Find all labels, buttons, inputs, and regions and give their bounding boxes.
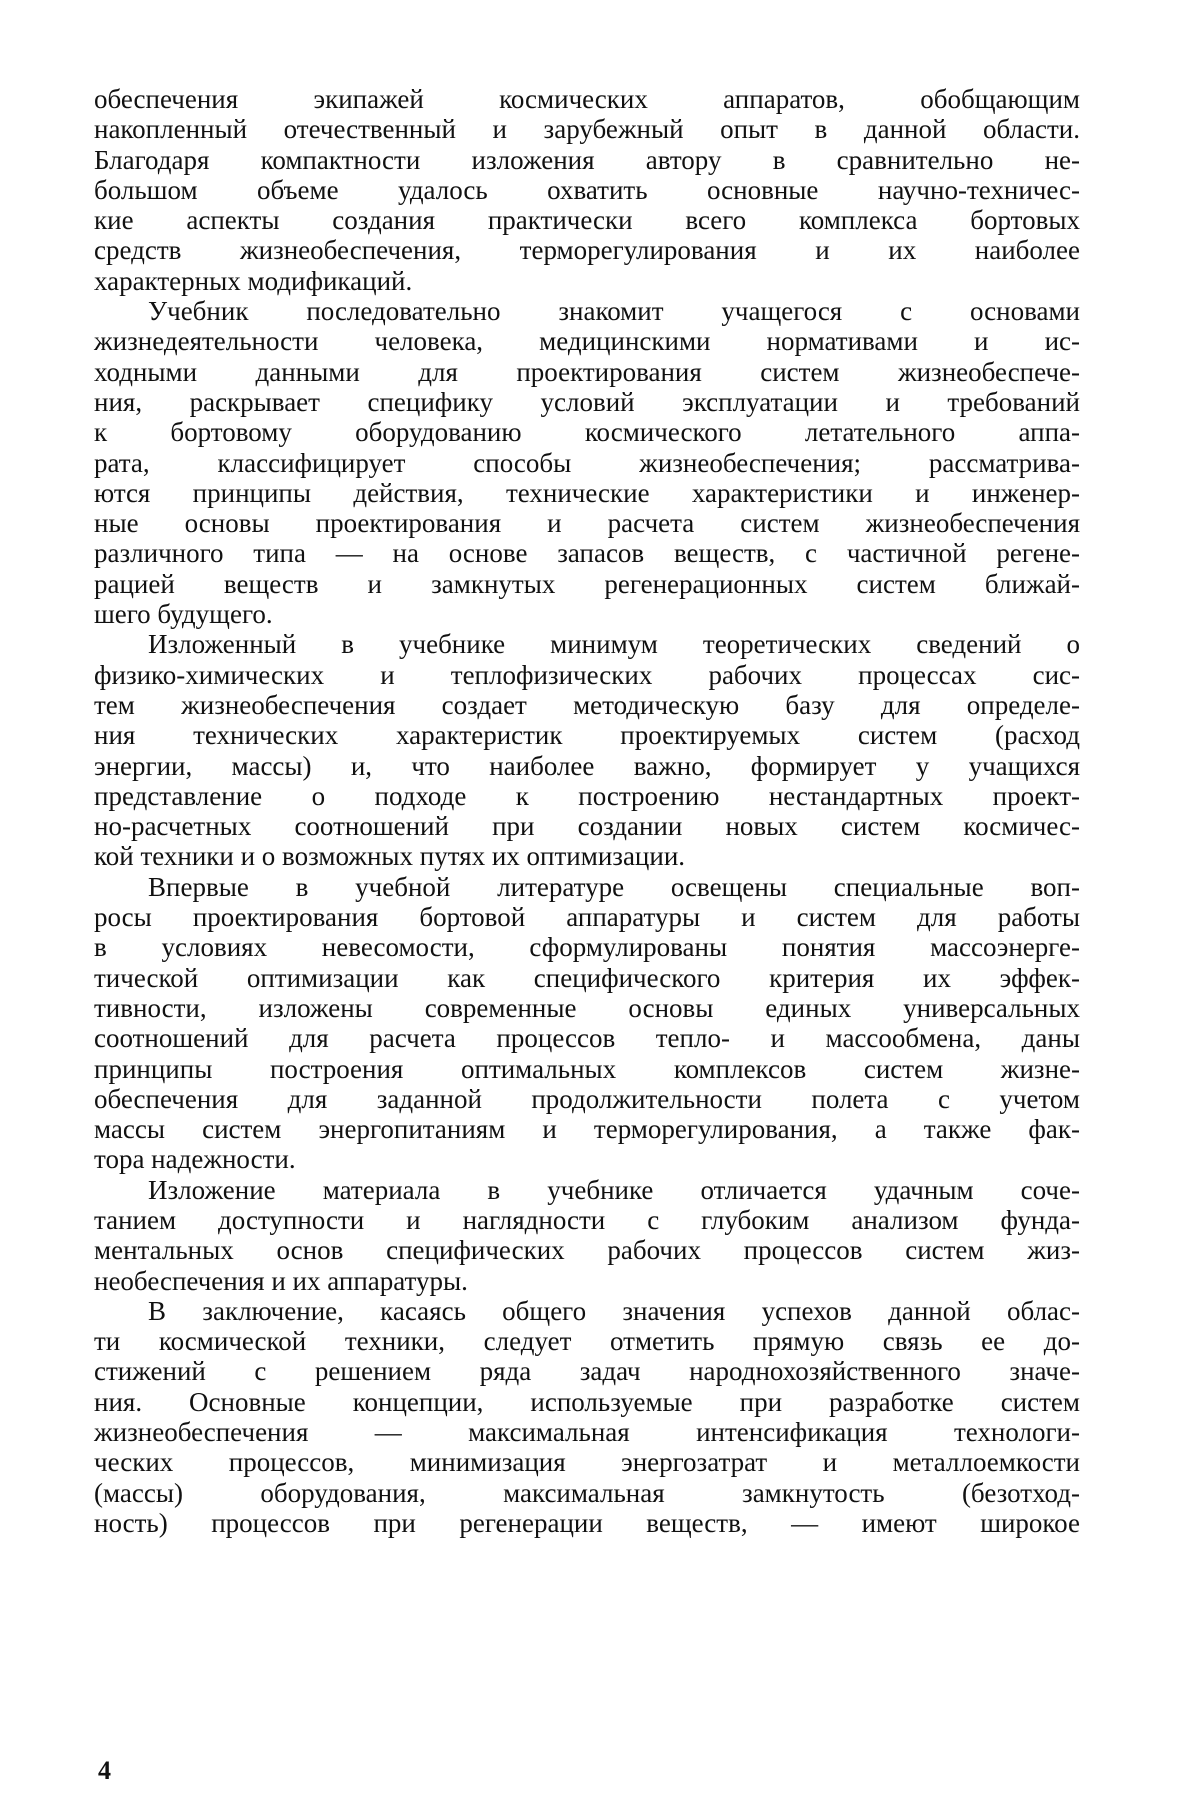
text-line: росы проектирования бортовой аппаратуры и систем для работы: [94, 902, 1080, 933]
text-line: ти космической техники, следует отметить прямую связь ее до-: [94, 1326, 1080, 1357]
text-line: Впервые в учебной литературе освещены специальные воп-: [148, 871, 1080, 902]
text-line: ные основы проектирования и расчета систем жизнеобеспечения: [94, 508, 1080, 539]
text-line: ния. Основные концепции, используемые при разработке систем: [94, 1386, 1080, 1417]
text-line: но-расчетных соотношений при создании новых систем космичес-: [94, 811, 1080, 842]
text-line: обеспечения экипажей космических аппаратов, обобщающим: [94, 84, 1080, 114]
text-line: различного типа — на основе запасов веществ, с частичной регене-: [94, 538, 1080, 569]
text-line: принципы построения оптимальных комплексов систем жизне-: [94, 1053, 1080, 1084]
text-line: кие аспекты создания практически всего комплекса бортовых: [94, 205, 1080, 236]
text-line: (массы) оборудования, максимальная замкнутость (безотход-: [94, 1477, 1080, 1508]
text-line: тической оптимизации как специфического критерия их эффек-: [94, 962, 1080, 993]
text-line: ния, раскрывает специфику условий эксплуатации и требований: [94, 386, 1080, 417]
text-line: шего будущего.: [94, 599, 273, 630]
text-line: средств жизнеобеспечения, терморегулирования и их наиболее: [94, 235, 1080, 266]
paragraph: [94, 872, 1080, 1175]
text-line: Благодаря компактности изложения автору в сравнительно не-: [94, 144, 1080, 175]
text-line: большом объеме удалось охватить основные научно-техничес-: [94, 174, 1080, 205]
text-line: кой техники и о возможных путях их оптимизации.: [94, 841, 686, 872]
text-line: ческих процессов, минимизация энергозатрат и металлоемкости: [94, 1447, 1080, 1478]
text-line: жизнеобеспечения — максимальная интенсификация технологи-: [94, 1417, 1080, 1448]
text-line: жизнедеятельности человека, медицинскими нормативами и ис-: [94, 326, 1080, 357]
text-line: Изложение материала в учебнике отличается удачным соче-: [148, 1174, 1080, 1205]
paragraph: [94, 1296, 1080, 1538]
text-line: ность) процессов при регенерации веществ, — имеют широкое: [94, 1507, 1080, 1538]
page-number: 4: [98, 1756, 111, 1785]
text-line: В заключение, касаясь общего значения успехов данной облас-: [148, 1295, 1080, 1326]
text-line: тем жизнеобеспечения создает методическую базу для определе-: [94, 689, 1080, 720]
text-line: рацией веществ и замкнутых регенерационных систем ближай-: [94, 568, 1080, 599]
text-line: ются принципы действия, технические характеристики и инженер-: [94, 477, 1080, 508]
text-line: в условиях невесомости, сформулированы понятия массоэнерге-: [94, 932, 1080, 963]
text-line: характерных модификаций.: [94, 265, 413, 296]
text-line: Учебник последовательно знакомит учащегося с основами: [148, 296, 1080, 327]
text-line: Изложенный в учебнике минимум теоретических сведений о: [148, 629, 1080, 660]
text-line: энергии, массы) и, что наиболее важно, формирует у учащихся: [94, 750, 1080, 781]
text-line: ния технических характеристик проектируемых систем (расход: [94, 720, 1080, 751]
text-line: стижений с решением ряда задач народнохозяйственного значе-: [94, 1356, 1080, 1387]
text-line: физико-химических и теплофизических рабочих процессах сис-: [94, 659, 1080, 690]
text-line: рата, классифицирует способы жизнеобеспечения; рассматрива-: [94, 447, 1080, 478]
paragraph: [94, 1175, 1080, 1296]
paragraph: [94, 296, 1080, 629]
text-line: к бортовому оборудованию космического летательного аппа-: [94, 417, 1080, 448]
text-line: представление о подходе к построению нестандартных проект-: [94, 780, 1080, 811]
text-line: накопленный отечественный и зарубежный опыт в данной области.: [94, 114, 1080, 145]
text-line: ментальных основ специфических рабочих процессов систем жиз-: [94, 1235, 1080, 1266]
text-line: тора надежности.: [94, 1144, 296, 1175]
text-line: тивности, изложены современные основы единых универсальных: [94, 992, 1080, 1023]
text-line: массы систем энергопитаниям и терморегулирования, а также фак-: [94, 1114, 1080, 1145]
text-line: обеспечения для заданной продолжительности полета с учетом: [94, 1083, 1080, 1114]
body-text: [94, 84, 1080, 1538]
paragraph: [94, 629, 1080, 871]
paragraph: [94, 84, 1080, 296]
text-line: ходными данными для проектирования систем жизнеобеспече-: [94, 356, 1080, 387]
text-line: необеспечения и их аппаратуры.: [94, 1265, 468, 1296]
text-line: соотношений для расчета процессов тепло- и массообмена, даны: [94, 1023, 1080, 1054]
text-line: танием доступности и наглядности с глубоким анализом фунда-: [94, 1204, 1080, 1235]
